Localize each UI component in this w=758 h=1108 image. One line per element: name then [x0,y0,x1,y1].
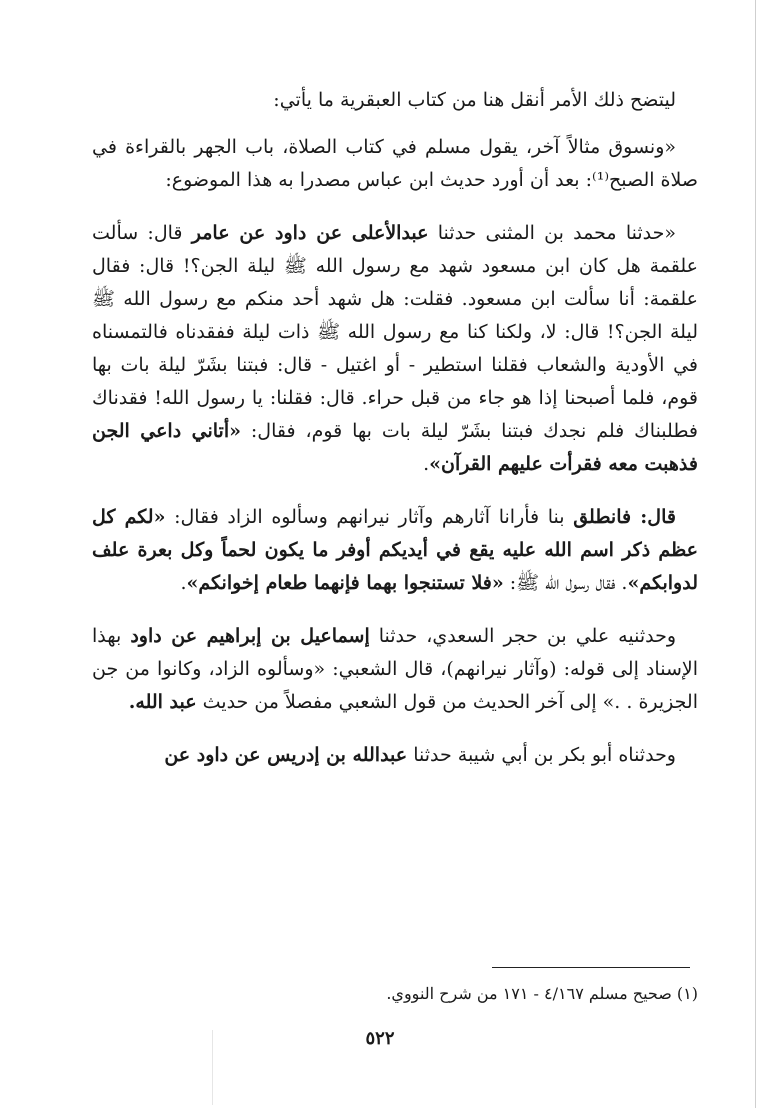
hadith1-narration: قال: سألت علقمة هل كان ابن مسعود شهد مع رسول الله ﷺ ليلة الجن؟! قال: فقال علقمة: أنا سألت ابن مسعود. فقلت: هل شهد أحد منكم مع رسول الله ﷺ ليلة الجن؟! قال: لا، ولكنا كنا مع رسول الله ﷺ ذات ليلة ففقدناه فالتمسناه في الأودية والشعاب فقلنا استطير - أو اغتيل - قال: فبتنا بشَرّ ليلة بات بها قوم، فلما أصبحنا إذا هو جاء من قبل حراء. قال: فقلنا: يا رسول الله! فقدناك فطلبناك فلم نجدك فبتنا بشَرّ ليلة بات بها قوم، فقال: [92,222,698,442]
hadith3-end: عبد الله. [128,691,197,713]
hadith2-middle: . فقال رسول الله ﷺ: [509,572,628,594]
hadith4-chain: عبدالله بن إدريس عن داود عن [164,744,408,766]
hadith2-narration: بنا فأرانا آثارهم وآثار نيرانهم وسألوه الزاد فقال: [174,506,565,528]
hadith3-narration: بهذا الإسناد إلى قوله: (وآثار نيرانهم)، قال الشعبي: «وسألوه الزاد، وكانوا من جن الجزيرة . .» إلى آخر الحديث من قول الشعبي مفصلاً من حديث [92,625,698,713]
hadith3-chain: إسماعيل بن إبراهيم عن داود [130,625,370,647]
hadith1-end: . [423,453,430,475]
hadith2-end: . [180,572,187,594]
quote-paragraph: «ونسوق مثالاً آخر، يقول مسلم في كتاب الصلاة، باب الجهر بالقراءة في صلاة الصبح⁽¹⁾: بعد أن أورد حديث ابن عباس مصدرا به هذا الموضوع: [92,136,698,191]
hadith1-opening: «حدثنا محمد بن المثنى حدثنا [437,222,676,244]
hadith2-speech-2: «فلا تستنجوا بهما فإنهما طعام إخوانكم» [186,572,504,594]
hadith-paragraph-4 [92,739,698,772]
hadith1-prophet-speech: «أتاني داعي الجن فذهبت معه فقرأت عليهم القرآن» [92,420,698,475]
page-body [92,84,698,772]
hadith2-qala: قال: فانطلق [573,506,676,528]
page-number: ٥٢٢ [365,1028,395,1049]
intro-paragraph: ليتضح ذلك الأمر أنقل هنا من كتاب العبقرية ما يأتي: [273,89,676,111]
hadith1-chain: عبدالأعلى عن داود عن عامر [191,222,429,244]
footnote: (١) صحيح مسلم ٤/١٦٧ - ١٧١ من شرح النووي. [386,984,698,1003]
hadith-paragraph-2 [92,501,698,600]
hadith3-opening: وحدثنيه علي بن حجر السعدي، حدثنا [378,625,677,647]
hadith-paragraph-1 [92,217,698,481]
hadith4-opening: وحدثناه أبو بكر بن أبي شيبة حدثنا [413,744,676,766]
footnote-divider [492,967,690,968]
hadith2-speech-1: «لكم كل عظم ذكر اسم الله عليه يقع في أيديكم أوفر ما يكون لحماً وكل بعرة علف لدوابكم» [92,506,698,594]
scan-artifact [212,1030,213,1105]
hadith-paragraph-3 [92,620,698,719]
page-edge [755,0,756,1108]
